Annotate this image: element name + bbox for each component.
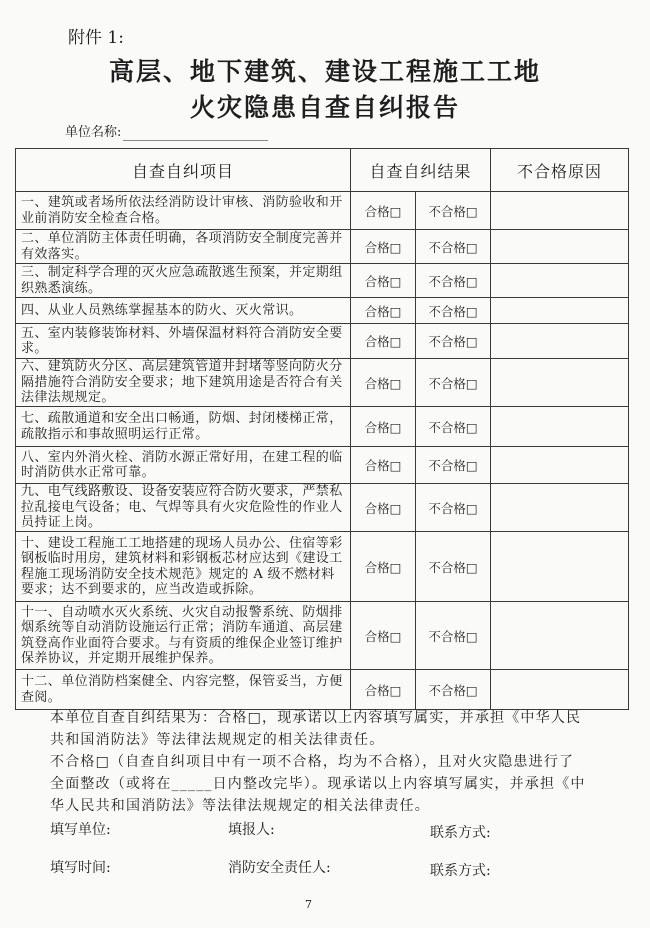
checklist-row (16, 192, 629, 230)
pass-checkbox-option[interactable]: 合格□ (351, 230, 416, 264)
fail-reason-cell[interactable] (491, 192, 629, 230)
checklist-item-text: 五、室内装修装饰材料、外墙保温材料符合消防安全要求。 (16, 324, 351, 359)
fail-checkbox-option[interactable]: 不合格□ (416, 447, 491, 484)
declaration-pass-line: 共和国消防法》等法律法规规定的相关法律责任。 (50, 732, 385, 748)
fail-checkbox-option[interactable]: 不合格□ (416, 264, 491, 298)
checklist-row (16, 484, 629, 532)
fill-time-label: 填写时间: (50, 860, 111, 876)
fail-reason-cell[interactable] (491, 324, 629, 359)
attachment-label: 附件 1: (68, 28, 124, 48)
pass-checkbox-option[interactable]: 合格□ (351, 602, 416, 670)
pass-checkbox-option[interactable]: 合格□ (351, 324, 416, 359)
checklist-row (16, 407, 629, 447)
pass-checkbox-option[interactable]: 合格□ (351, 532, 416, 602)
fail-reason-cell[interactable] (491, 484, 629, 532)
checklist-row (16, 298, 629, 324)
fail-checkbox-option[interactable]: 不合格□ (416, 359, 491, 407)
pass-checkbox-option[interactable]: 合格□ (351, 264, 416, 298)
safety-officer-label: 消防安全责任人: (228, 860, 331, 876)
table-body (16, 192, 629, 710)
fail-checkbox-option[interactable]: 不合格□ (416, 602, 491, 670)
fail-reason-cell[interactable] (491, 230, 629, 264)
self-inspection-table (15, 148, 629, 710)
declaration-fail-line: 不合格□（自查自纠项目中有一项不合格，均为不合格），且对火灾隐患进行了 (50, 754, 575, 770)
checklist-row (16, 532, 629, 602)
pass-checkbox-option[interactable]: 合格□ (351, 359, 416, 407)
pass-checkbox-option[interactable]: 合格□ (351, 447, 416, 484)
declaration-fail-line: 全面整改（或将在_____日内整改完毕）。现承诺以上内容填写属实，并承担《中 (50, 776, 586, 792)
checklist-row (16, 359, 629, 407)
fail-reason-cell[interactable] (491, 670, 629, 710)
page-number: 7 (305, 898, 312, 911)
checklist-row (16, 230, 629, 264)
checklist-item-text: 十、建设工程施工工地搭建的现场人员办公、住宿等彩钢板临时用房，建筑材料和彩钢板芯材应达到《建设工程施工现场消防安全技术规范》规定的 A 级不燃材料要求；达不到要求的，应当改造或拆除。 (16, 532, 351, 602)
declaration-fail-line: 华人民共和国消防法》等法律法规规定的相关法律责任。 (50, 798, 430, 814)
fail-reason-cell[interactable] (491, 359, 629, 407)
fail-reason-cell[interactable] (491, 298, 629, 324)
unit-name-field[interactable] (123, 126, 268, 141)
checklist-item-text: 十二、单位消防档案健全、内容完整，保管妥当，方便查阅。 (16, 670, 351, 710)
pass-checkbox-option[interactable]: 合格□ (351, 484, 416, 532)
fail-checkbox-option[interactable]: 不合格□ (416, 298, 491, 324)
unit-name-label: 单位名称: (65, 125, 122, 140)
table-header (16, 149, 629, 192)
checklist-item-text: 六、建筑防火分区、高层建筑管道井封堵等竖向防火分隔措施符合消防安全要求；地下建筑用途是否符合有关法律法规规定。 (16, 359, 351, 407)
header-inspection-item: 自查自纠项目 (16, 149, 351, 192)
fail-reason-cell[interactable] (491, 532, 629, 602)
pass-checkbox-option[interactable]: 合格□ (351, 298, 416, 324)
checklist-item-text: 七、疏散通道和安全出口畅通，防烟、封闭楼梯正常，疏散指示和事故照明运行正常。 (16, 407, 351, 447)
header-inspection-result: 自查自纠结果 (351, 149, 491, 192)
fail-checkbox-option[interactable]: 不合格□ (416, 192, 491, 230)
checklist-item-text: 九、电气线路敷设、设备安装应符合防火要求，严禁私拉乱接电气设备；电、气焊等具有火灾危险性的作业人员持证上岗。 (16, 484, 351, 532)
checklist-item-text: 一、建筑或者场所依法经消防设计审核、消防验收和开业前消防安全检查合格。 (16, 192, 351, 230)
fail-reason-cell[interactable] (491, 264, 629, 298)
pass-checkbox-option[interactable]: 合格□ (351, 407, 416, 447)
declaration-block (50, 707, 586, 817)
pass-checkbox-option[interactable]: 合格□ (351, 192, 416, 230)
fail-checkbox-option[interactable]: 不合格□ (416, 484, 491, 532)
checklist-item-text: 十一、自动喷水灭火系统、火灾自动报警系统、防烟排烟系统等自动消防设施运行正常；消防车通道、高层建筑登高作业面符合要求。与有资质的维保企业签订维护保养协议，并定期开展维护保养。 (16, 602, 351, 670)
report-title-line-1: 高层、地下建筑、建设工程施工工地 (108, 57, 541, 86)
report-title-line-2: 火灾隐患自查自纠报告 (189, 93, 460, 122)
fail-reason-cell[interactable] (491, 407, 629, 447)
checklist-row (16, 264, 629, 298)
fill-unit-label: 填写单位: (50, 822, 111, 838)
checklist-row (16, 447, 629, 484)
contact-label: 联系方式: (430, 863, 491, 879)
fail-checkbox-option[interactable]: 不合格□ (416, 670, 491, 710)
contact-label: 联系方式: (430, 825, 491, 841)
checklist-row (16, 602, 629, 670)
checklist-item-text: 三、制定科学合理的灭火应急疏散逃生预案，并定期组织熟悉演练。 (16, 264, 351, 298)
checklist-item-text: 四、从业人员熟练掌握基本的防火、灭火常识。 (16, 298, 351, 324)
unit-name-row (65, 125, 268, 141)
fail-checkbox-option[interactable]: 不合格□ (416, 324, 491, 359)
declaration-pass-line: 本单位自查自纠结果为：合格□，现承诺以上内容填写属实，并承担《中华人民 (50, 710, 582, 726)
header-fail-reason: 不合格原因 (491, 149, 629, 192)
checklist-row (16, 324, 629, 359)
fail-reason-cell[interactable] (491, 602, 629, 670)
checklist-row (16, 670, 629, 710)
fail-reason-cell[interactable] (491, 447, 629, 484)
header-row (16, 149, 629, 192)
pass-checkbox-option[interactable]: 合格□ (351, 670, 416, 710)
checklist-item-text: 八、室内外消火栓、消防水源正常好用，在建工程的临时消防供水正常可靠。 (16, 447, 351, 484)
filler-label: 填报人: (228, 822, 275, 838)
fail-checkbox-option[interactable]: 不合格□ (416, 532, 491, 602)
fail-checkbox-option[interactable]: 不合格□ (416, 407, 491, 447)
fail-checkbox-option[interactable]: 不合格□ (416, 230, 491, 264)
checklist-item-text: 二、单位消防主体责任明确，各项消防安全制度完善并有效落实。 (16, 230, 351, 264)
